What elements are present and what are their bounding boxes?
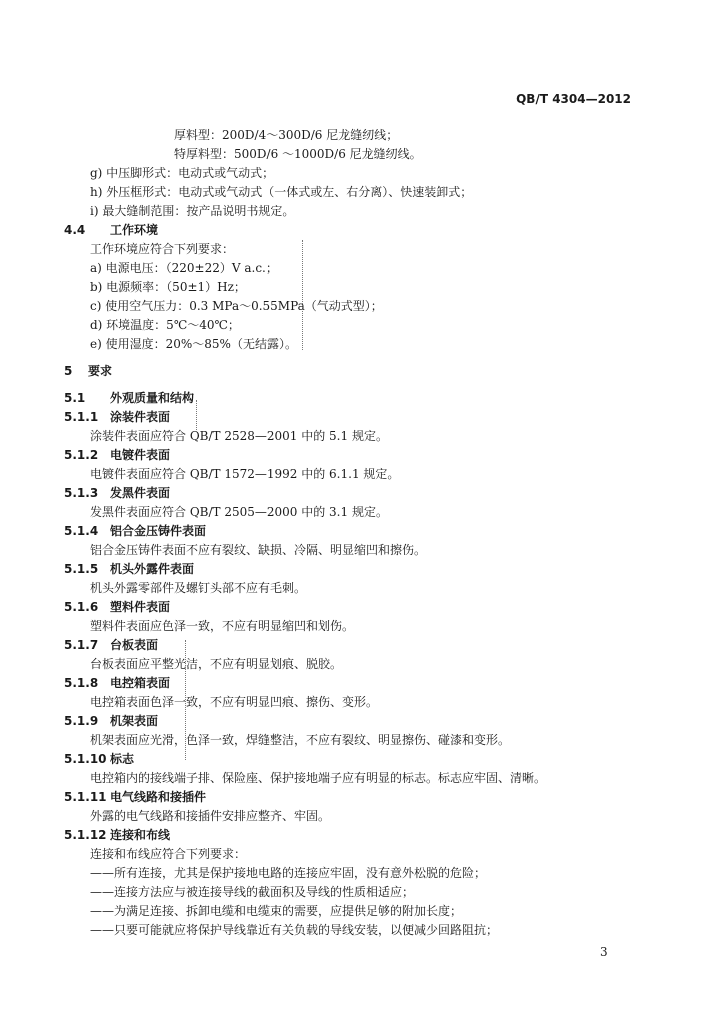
scan-artifact-line bbox=[302, 240, 303, 350]
heading-title: 要求 bbox=[88, 364, 113, 378]
body-text-line: 电控箱内的接线端子排、保险座、保护接地端子应有明显的标志。标志应牢固、清晰。 bbox=[90, 771, 547, 785]
subsection-heading bbox=[64, 223, 158, 237]
heading-title: 工作环境 bbox=[110, 223, 159, 237]
heading-title: 塑料件表面 bbox=[110, 600, 171, 614]
body-text-line: i) 最大缝制范围：按产品说明书规定。 bbox=[90, 204, 295, 218]
body-text-line: 台板表面应平整光洁，不应有明显划痕、脱胶。 bbox=[90, 657, 343, 671]
heading-number: 4.4 bbox=[64, 223, 86, 237]
heading-number: 5.1.8 bbox=[64, 676, 99, 690]
subsection-heading bbox=[64, 486, 170, 500]
body-text-line: 涂装件表面应符合 QB/T 2528—2001 中的 5.1 规定。 bbox=[90, 429, 388, 443]
body-text-line: 连接和布线应符合下列要求： bbox=[90, 847, 247, 861]
body-text-line: 外露的电气线路和接插件安排应整齐、牢固。 bbox=[90, 809, 331, 823]
subsection-heading bbox=[64, 714, 158, 728]
heading-title: 电气线路和接插件 bbox=[110, 790, 207, 804]
body-text-line: a) 电源电压：（220±22）V a.c.； bbox=[90, 261, 278, 275]
heading-title: 外观质量和结构 bbox=[110, 391, 195, 405]
body-text-line: 发黑件表面应符合 QB/T 2505—2000 中的 3.1 规定。 bbox=[90, 505, 388, 519]
body-text-line: c) 使用空气压力：0.3 MPa～0.55MPa（气动式型）； bbox=[90, 299, 383, 313]
heading-number: 5.1.1 bbox=[64, 410, 99, 424]
heading-number: 5.1.10 bbox=[64, 752, 107, 766]
body-text-line: 塑料件表面应色泽一致，不应有明显缩凹和划伤。 bbox=[90, 619, 355, 633]
heading-number: 5.1.11 bbox=[64, 790, 107, 804]
body-text-line: ——所有连接，尤其是保护接地电路的连接应牢固，没有意外松脱的危险； bbox=[90, 866, 487, 880]
body-text-line: 铝合金压铸件表面不应有裂纹、缺损、冷隔、明显缩凹和擦伤。 bbox=[90, 543, 427, 557]
body-text-line: h) 外压框形式：电动式或气动式（一体式或左、右分离）、快速装卸式； bbox=[90, 185, 473, 199]
heading-title: 台板表面 bbox=[110, 638, 159, 652]
body-text-line: d) 环境温度：5℃～40℃； bbox=[90, 318, 240, 332]
heading-number: 5.1.7 bbox=[64, 638, 99, 652]
subsection-heading bbox=[64, 600, 170, 614]
body-text-line: 机头外露零部件及螺钉头部不应有毛刺。 bbox=[90, 581, 307, 595]
heading-title: 标志 bbox=[110, 752, 135, 766]
heading-number: 5.1.3 bbox=[64, 486, 99, 500]
section-heading bbox=[64, 364, 112, 378]
subsection-heading bbox=[64, 448, 170, 462]
body-text-line: 电镀件表面应符合 QB/T 1572—1992 中的 6.1.1 规定。 bbox=[90, 467, 400, 481]
subsection-heading bbox=[64, 638, 158, 652]
heading-number: 5.1.4 bbox=[64, 524, 99, 538]
body-text-line: e) 使用湿度：20%～85%（无结露）。 bbox=[90, 337, 297, 351]
heading-title: 发黑件表面 bbox=[110, 486, 171, 500]
body-text-line: 工作环境应符合下列要求： bbox=[90, 242, 235, 256]
heading-number: 5 bbox=[64, 364, 73, 378]
heading-title: 电控箱表面 bbox=[110, 676, 171, 690]
scan-artifact-line bbox=[196, 400, 197, 430]
heading-title: 连接和布线 bbox=[110, 828, 171, 842]
heading-title: 涂装件表面 bbox=[110, 410, 171, 424]
body-text-line: 特厚料型：500D/6 ～1000D/6 尼龙缝纫线。 bbox=[174, 147, 422, 161]
heading-number: 5.1.2 bbox=[64, 448, 99, 462]
heading-title: 机架表面 bbox=[110, 714, 159, 728]
heading-title: 铝合金压铸件表面 bbox=[110, 524, 207, 538]
heading-number: 5.1.9 bbox=[64, 714, 99, 728]
subsection-heading bbox=[64, 562, 194, 576]
subsection-heading bbox=[64, 676, 170, 690]
scan-artifact-line bbox=[185, 640, 186, 760]
body-text-line: 电控箱表面色泽一致，不应有明显凹痕、擦伤、变形。 bbox=[90, 695, 379, 709]
subsection-heading bbox=[64, 790, 206, 804]
body-text-line: 机架表面应光滑，色泽一致，焊缝整洁，不应有裂纹、明显擦伤、碰漆和变形。 bbox=[90, 733, 511, 747]
body-text-line: 厚料型：200D/4～300D/6 尼龙缝纫线； bbox=[174, 128, 399, 142]
subsection-heading bbox=[64, 828, 170, 842]
page-number: 3 bbox=[600, 945, 608, 959]
heading-number: 5.1 bbox=[64, 391, 86, 405]
body-text-line: ——为满足连接、拆卸电缆和电缆束的需要，应提供足够的附加长度； bbox=[90, 904, 463, 918]
heading-title: 电镀件表面 bbox=[110, 448, 171, 462]
heading-number: 5.1.12 bbox=[64, 828, 107, 842]
body-text-line: ——连接方法应与被连接导线的截面积及导线的性质相适应； bbox=[90, 885, 415, 899]
document-code-header: QB/T 4304—2012 bbox=[516, 92, 631, 106]
subsection-heading bbox=[64, 410, 170, 424]
subsection-heading bbox=[64, 391, 194, 405]
body-text-line: ——只要可能就应将保护导线靠近有关负载的导线安装，以便减少回路阻抗； bbox=[90, 923, 499, 937]
heading-title: 机头外露件表面 bbox=[110, 562, 195, 576]
subsection-heading bbox=[64, 524, 206, 538]
heading-number: 5.1.5 bbox=[64, 562, 99, 576]
subsection-heading bbox=[64, 752, 134, 766]
heading-number: 5.1.6 bbox=[64, 600, 99, 614]
body-text-line: g) 中压脚形式：电动式或气动式； bbox=[90, 166, 275, 180]
body-text-line: b) 电源频率：（50±1）Hz； bbox=[90, 280, 246, 294]
